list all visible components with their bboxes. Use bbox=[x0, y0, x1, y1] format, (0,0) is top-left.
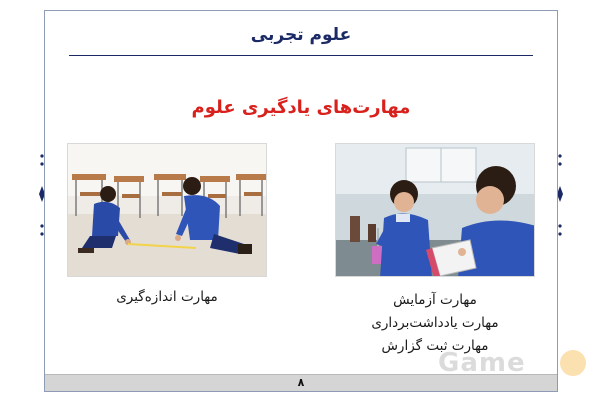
title-divider bbox=[69, 55, 533, 56]
note-taking-skill-caption: مهارت یادداشت‌برداری bbox=[371, 315, 499, 331]
slide-subtitle: مهارت‌های یادگیری علوم bbox=[191, 97, 411, 118]
slide-title: علوم تجربی bbox=[250, 25, 352, 45]
page-number: ۸ bbox=[297, 376, 305, 389]
students-measuring-floor-photo bbox=[67, 143, 267, 277]
slide-frame bbox=[44, 10, 558, 392]
watermark-dot-icon bbox=[560, 350, 586, 376]
experiment-skill-caption: مهارت آزمایش bbox=[393, 292, 477, 308]
watermark-logo: Game bbox=[438, 348, 526, 378]
students-lab-experiment-photo bbox=[335, 143, 535, 277]
report-skill-caption: مهارت ثبت گزارش bbox=[381, 338, 489, 354]
measurement-skill-caption: مهارت اندازه‌گیری bbox=[116, 289, 218, 305]
